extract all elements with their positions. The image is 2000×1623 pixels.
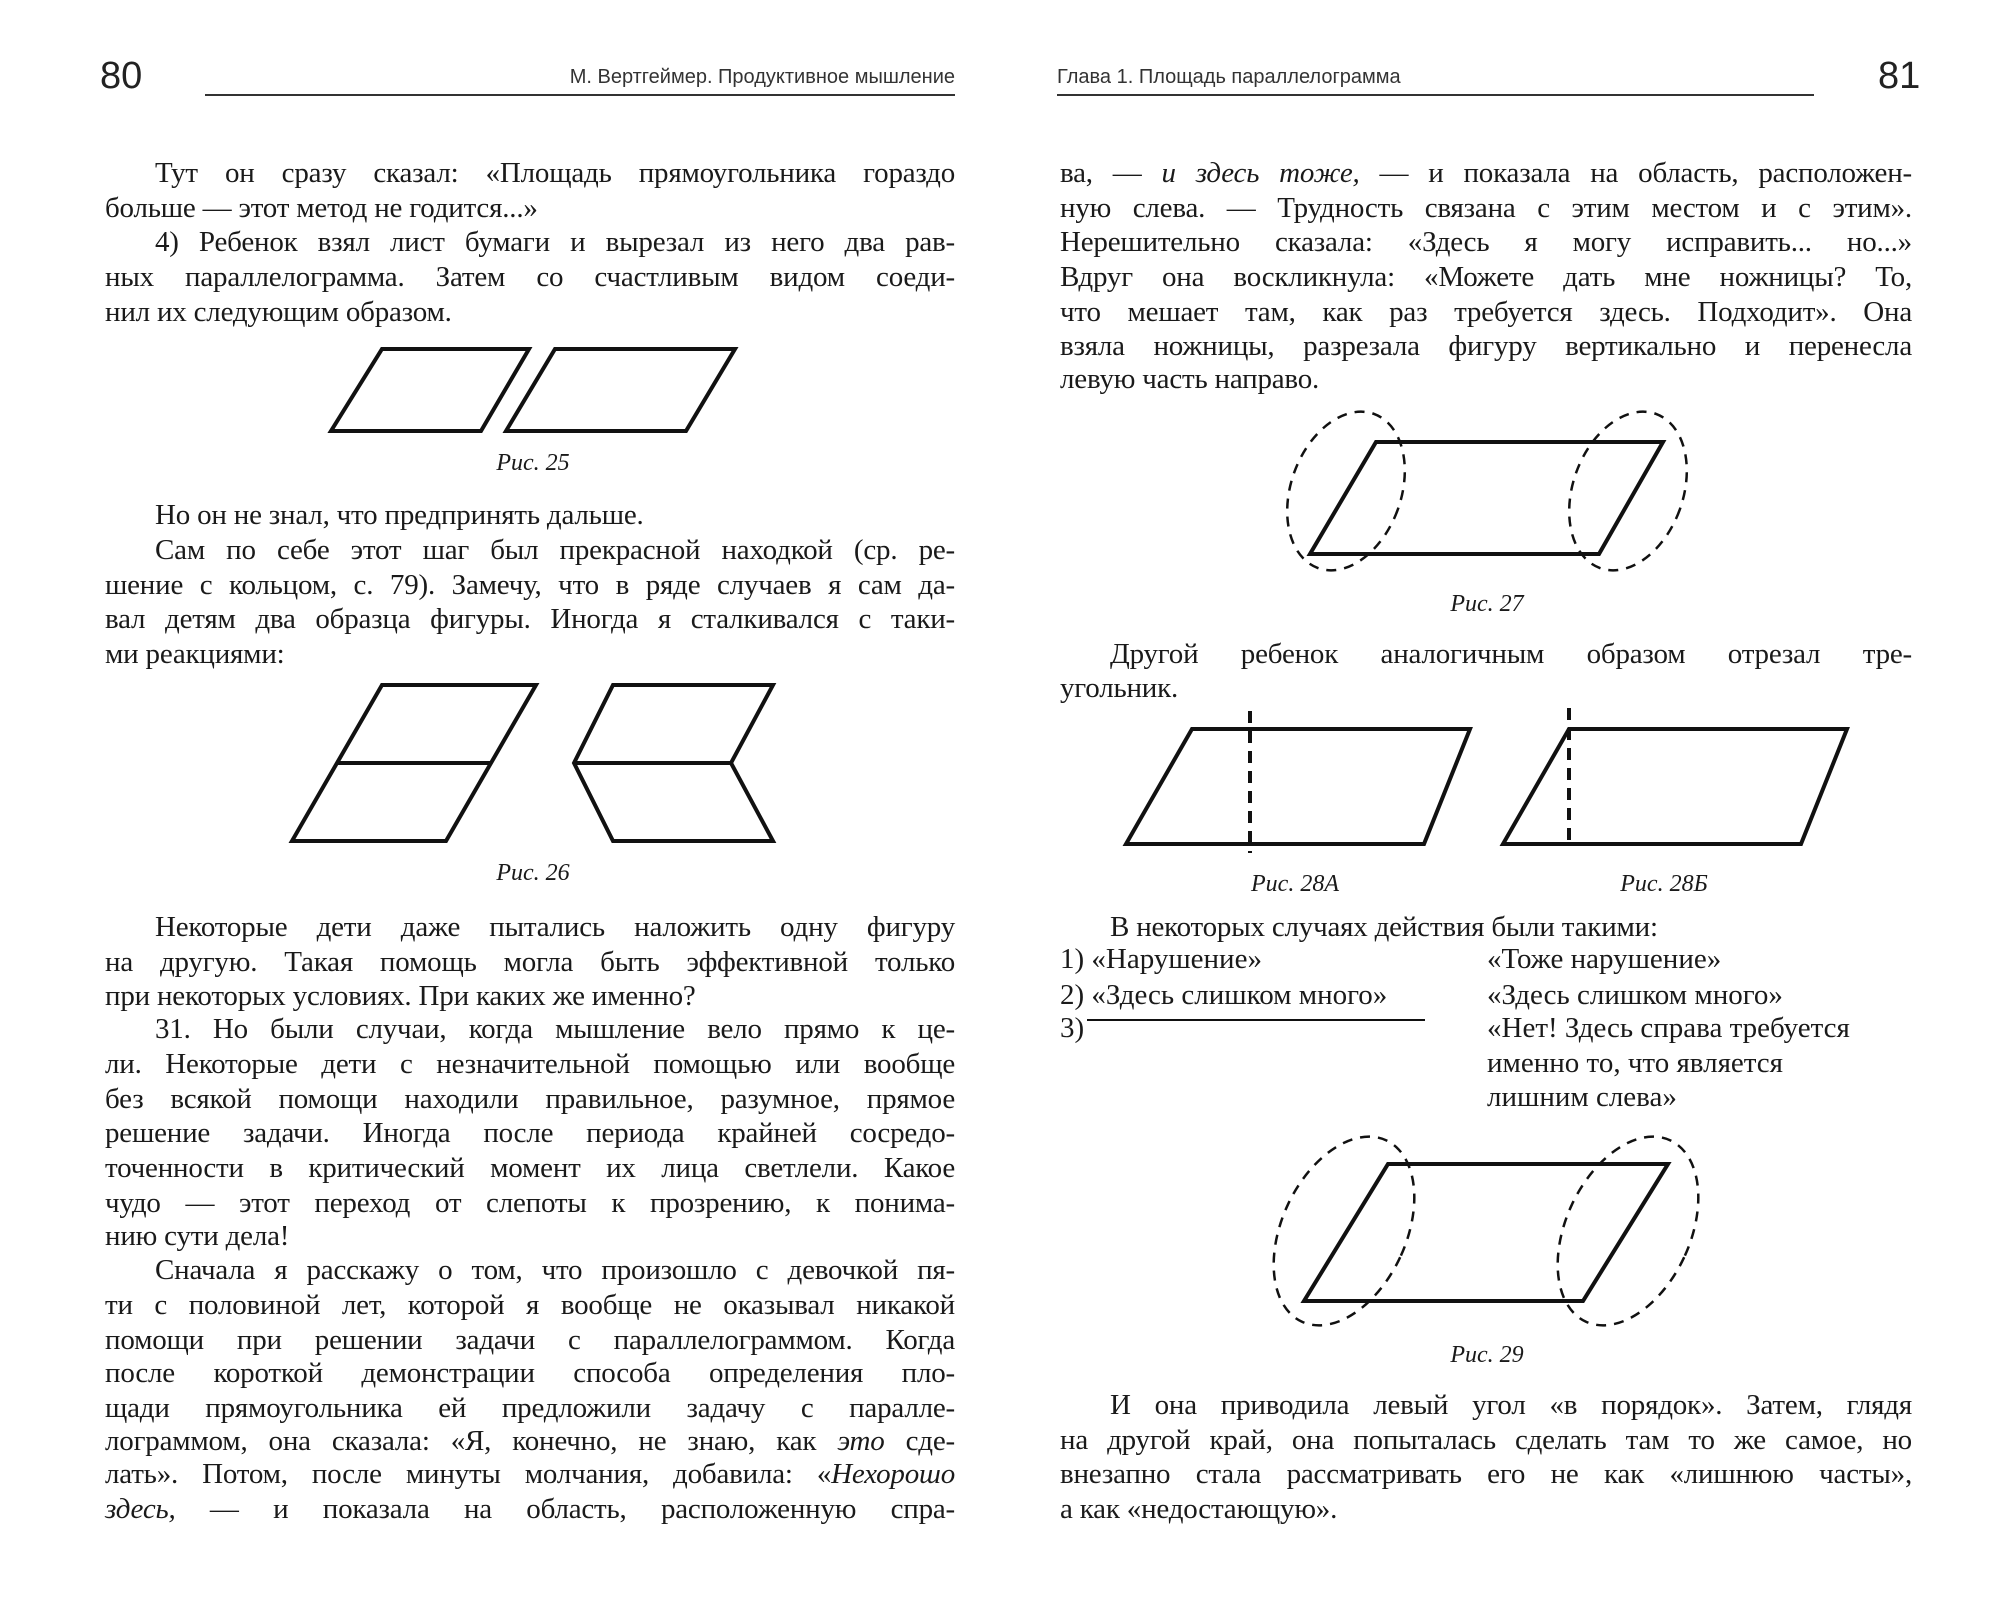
comparison-right-item: лишним слева» xyxy=(1487,1081,1677,1113)
text-segment: ва, — xyxy=(1060,157,1162,189)
comparison-left-item: 1) «Нарушение» xyxy=(1060,943,1262,975)
text-segment: а как «недостающую». xyxy=(1060,1493,1338,1525)
text-segment: Вдруг она воскликнула: «Можете дать мне ножницы? То, xyxy=(1060,261,1912,293)
comparison-left-item: 3) xyxy=(1060,1012,1085,1044)
comparison-right-item: «Нет! Здесь справа требуется xyxy=(1487,1012,1850,1044)
comparison-right-item: «Здесь слишком много» xyxy=(1487,979,1783,1011)
text-segment: вал детям два образца фигуры. Иногда я сталкивался с таки- xyxy=(105,603,955,635)
text-segment: В некоторых случаях действия были такими: xyxy=(1110,911,1658,943)
text-segment: лать». Потом, после минуты молчания, добавила: « xyxy=(105,1458,832,1490)
text-segment: больше — этот метод не годится...» xyxy=(105,192,538,224)
figure-25 xyxy=(331,349,735,431)
text-segment: щади прямоугольника ей предложили задачу с паралле- xyxy=(105,1392,955,1424)
text-segment: ми реакциями: xyxy=(105,638,285,670)
dashed-ellipse-left xyxy=(1246,1114,1443,1348)
text-segment: и здесь тоже, xyxy=(1161,157,1360,189)
figure-28a-caption: Рис. 28А xyxy=(1251,871,1339,897)
figure-27 xyxy=(1266,395,1707,587)
text-segment: 4) Ребенок взял лист бумаги и вырезал из него два рав- xyxy=(155,226,955,258)
text-segment: ную слева. — Трудность связана с этим местом и с этим». xyxy=(1060,192,1912,224)
figure-28b-caption: Рис. 28Б xyxy=(1620,871,1708,897)
text-segment: точенности в критический момент их лица светлели. Какое xyxy=(105,1152,955,1184)
text-segment: ных параллелограмма. Затем со счастливым видом соеди- xyxy=(105,261,955,293)
text-segment: помощи при решении задачи с параллелограммом. Когда xyxy=(105,1324,955,1356)
text-segment: после короткой демонстрации способа определения пло- xyxy=(105,1357,955,1389)
text-segment: решение задачи. Иногда после периода крайней сосредо- xyxy=(105,1117,955,1149)
text-segment: Нехорошо xyxy=(831,1458,955,1490)
parallelogram xyxy=(1310,442,1663,554)
text-segment: — и показала на область, расположен- xyxy=(1359,157,1912,189)
left-page-number: 80 xyxy=(100,55,143,97)
text-segment: ли. Некоторые дети с незначительной помощью или вообще xyxy=(105,1048,955,1080)
text-segment: Тут он сразу сказал: «Площадь прямоугольника гораздо xyxy=(155,157,955,189)
text-segment: взяла ножницы, разрезала фигуру вертикально и перенесла xyxy=(1060,330,1912,362)
right-running-title: Глава 1. Площадь параллелограмма xyxy=(1057,66,1401,88)
text-segment: что мешает там, как раз требуется здесь. Подходит». Она xyxy=(1060,296,1912,328)
figure-29 xyxy=(1246,1114,1727,1348)
text-segment: И она приводила левый угол «в порядок». Затем, глядя xyxy=(1110,1389,1912,1421)
text-segment: шение с кольцом, с. 79). Замечу, что в ряде случаев я сам да- xyxy=(105,569,955,601)
left-running-title: М. Вертгеймер. Продуктивное мышление xyxy=(569,66,955,88)
dashed-ellipse-right xyxy=(1548,395,1707,587)
text-segment: нил их следующим образом. xyxy=(105,296,452,328)
text-segment: чудо — этот переход от слепоты к прозрению, к понима- xyxy=(105,1187,955,1219)
text-segment: нию сути дела! xyxy=(105,1220,290,1252)
text-segment: Сам по себе этот шаг был прекрасной находкой (ср. ре- xyxy=(155,534,955,566)
text-segment: сде- xyxy=(884,1425,955,1457)
text-segment: на другую. Такая помощь могла быть эффективной только xyxy=(105,946,955,978)
text-segment: Нерешительно сказала: «Здесь я могу исправить... но...» xyxy=(1060,226,1912,258)
figure-25-caption: Рис. 25 xyxy=(496,450,570,476)
parallelogram-right xyxy=(506,349,735,431)
text-segment: внезапно стала рассматривать его не как «лишнюю часты», xyxy=(1060,1458,1912,1490)
text-segment: на другой край, она попыталась сделать там то же самое, но xyxy=(1060,1424,1912,1456)
parallelogram xyxy=(1304,1164,1668,1301)
text-segment: при некоторых условиях. При каких же именно? xyxy=(105,980,696,1012)
text-segment: — и показала на область, расположенную спра- xyxy=(175,1493,955,1525)
figure-29-caption: Рис. 29 xyxy=(1450,1342,1524,1368)
text-segment: без всякой помощи находили правильное, разумное, прямое xyxy=(105,1083,955,1115)
figure-28a xyxy=(1126,711,1470,853)
figure-26-caption: Рис. 26 xyxy=(496,860,570,886)
text-segment: здесь, xyxy=(105,1493,176,1525)
figure-27-caption: Рис. 27 xyxy=(1450,591,1524,617)
figure-28b xyxy=(1503,708,1847,844)
text-segment: Другой ребенок аналогичным образом отрезал тре- xyxy=(1110,638,1912,670)
parallelogram-left xyxy=(331,349,529,431)
text-segment: Некоторые дети даже пытались наложить одну фигуру xyxy=(155,911,955,943)
comparison-right-item: «Тоже нарушение» xyxy=(1487,943,1722,975)
comparison-left-item: 2) «Здесь слишком много» xyxy=(1060,979,1388,1011)
figure-26 xyxy=(292,685,773,841)
right-page-number: 81 xyxy=(1878,55,1921,97)
text-segment: Но он не знал, что предпринять дальше. xyxy=(155,499,644,531)
text-segment: это xyxy=(837,1425,885,1457)
text-segment: левую часть направо. xyxy=(1060,363,1320,395)
text-segment: ти с половиной лет, которой я вообще не оказывал никакой xyxy=(105,1289,955,1321)
text-segment: Сначала я расскажу о том, что произошло с девочкой пя- xyxy=(155,1254,955,1286)
parallelogram xyxy=(1503,729,1847,844)
comparison-right-item: именно то, что является xyxy=(1487,1047,1784,1079)
text-segment: 31. Но были случаи, когда мышление вело прямо к це- xyxy=(155,1013,955,1045)
text-segment: угольник. xyxy=(1060,672,1179,704)
text-segment: лограммом, она сказала: «Я, конечно, не знаю, как xyxy=(105,1425,838,1457)
parallelogram xyxy=(1126,729,1470,844)
